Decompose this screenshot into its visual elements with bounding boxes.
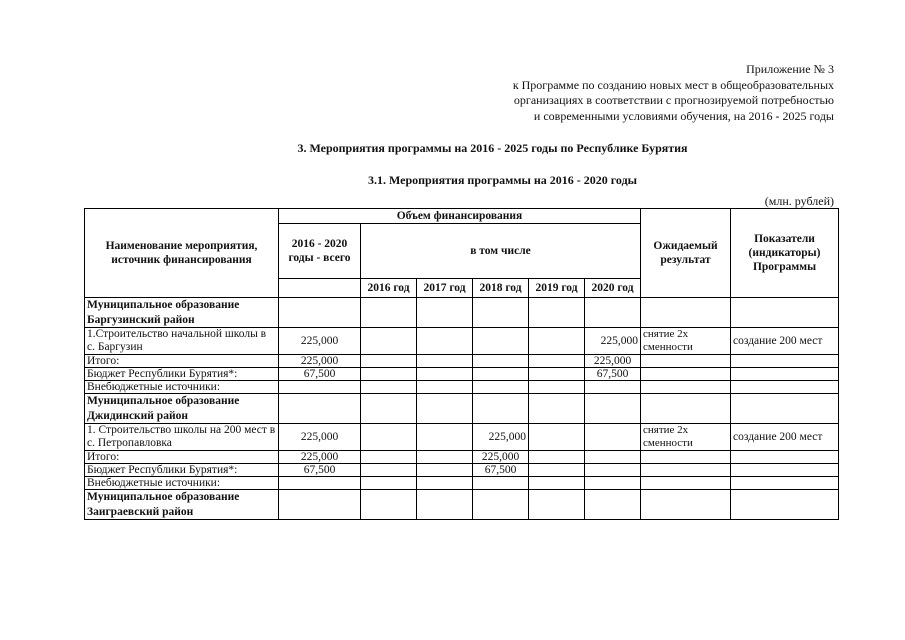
project-y2016 bbox=[361, 328, 417, 355]
header-year: 2020 год bbox=[585, 279, 641, 298]
appendix-line: организациях в соответствии с прогнозируемой потребностью bbox=[513, 93, 834, 107]
header-year: 2016 год bbox=[361, 279, 417, 298]
budget-row bbox=[85, 464, 839, 477]
budget-label: Бюджет Республики Бурятия*: bbox=[85, 368, 279, 381]
extra-label: Внебюджетные источники: bbox=[85, 477, 279, 490]
project-y2019 bbox=[529, 424, 585, 451]
header-year: 2019 год bbox=[529, 279, 585, 298]
budget-row bbox=[85, 368, 839, 381]
header-total: 2016 - 2020 годы - всего bbox=[279, 224, 361, 279]
project-result: снятие 2х сменности bbox=[641, 328, 731, 355]
section-title: Муниципальное образование Баргузинский район bbox=[85, 298, 279, 328]
header-including: в том числе bbox=[361, 224, 641, 279]
section-heading: 3.1. Мероприятия программы на 2016 - 2020 годы bbox=[367, 173, 638, 187]
units-label: (млн. рублей) bbox=[764, 194, 834, 208]
budget-total: 67,500 bbox=[279, 464, 361, 477]
itogo-label: Итого: bbox=[85, 355, 279, 368]
project-y2020 bbox=[585, 424, 641, 451]
extra-row bbox=[85, 477, 839, 490]
project-total: 225,000 bbox=[279, 424, 361, 451]
itogo-y2018: 225,000 bbox=[473, 451, 529, 464]
section-row bbox=[85, 490, 839, 520]
budget-y2020 bbox=[585, 464, 641, 477]
project-row bbox=[85, 424, 839, 451]
header-indicators: Показатели (индикаторы) Программы bbox=[731, 209, 839, 298]
project-y2020: 225,000 bbox=[585, 328, 641, 355]
extra-label: Внебюджетные источники: bbox=[85, 381, 279, 394]
itogo-total: 225,000 bbox=[279, 355, 361, 368]
project-indicator: создание 200 мест bbox=[731, 424, 839, 451]
header-year: 2018 год bbox=[473, 279, 529, 298]
project-y2018 bbox=[473, 328, 529, 355]
header-result: Ожидаемый результат bbox=[641, 209, 731, 298]
appendix-header bbox=[513, 62, 834, 124]
itogo-row bbox=[85, 355, 839, 368]
project-y2017 bbox=[417, 328, 473, 355]
project-result: снятие 2х сменности bbox=[641, 424, 731, 451]
program-table bbox=[84, 208, 839, 520]
appendix-line: и современными условиями обучения, на 2016 - 2025 годы bbox=[533, 108, 834, 123]
project-row bbox=[85, 328, 839, 355]
project-y2018: 225,000 bbox=[473, 424, 529, 451]
appendix-line: к Программе по созданию новых мест в общеобразовательных bbox=[512, 77, 834, 92]
document-heading: 3. Мероприятия программы на 2016 - 2025 годы по Республике Бурятия bbox=[297, 141, 688, 155]
section-row bbox=[85, 394, 839, 424]
extra-row bbox=[85, 381, 839, 394]
appendix-line: Приложение № 3 bbox=[746, 62, 834, 76]
itogo-y2018 bbox=[473, 355, 529, 368]
budget-label: Бюджет Республики Бурятия*: bbox=[85, 464, 279, 477]
budget-total: 67,500 bbox=[279, 368, 361, 381]
project-indicator: создание 200 мест bbox=[731, 328, 839, 355]
itogo-row bbox=[85, 451, 839, 464]
project-y2016 bbox=[361, 424, 417, 451]
section-title: Муниципальное образование Джидинский район bbox=[85, 394, 279, 424]
project-total: 225,000 bbox=[279, 328, 361, 355]
itogo-label: Итого: bbox=[85, 451, 279, 464]
header-name: Наименование мероприятия, источник финансирования bbox=[85, 209, 279, 298]
project-y2017 bbox=[417, 424, 473, 451]
project-name: 1. Строительство школы на 200 мест в с. Петропавловка bbox=[85, 424, 279, 451]
itogo-total: 225,000 bbox=[279, 451, 361, 464]
budget-y2020: 67,500 bbox=[585, 368, 641, 381]
itogo-y2020 bbox=[585, 451, 641, 464]
header-year: 2017 год bbox=[417, 279, 473, 298]
budget-y2018 bbox=[473, 368, 529, 381]
header-total-blank bbox=[279, 279, 361, 298]
budget-y2018: 67,500 bbox=[473, 464, 529, 477]
section-row bbox=[85, 298, 839, 328]
project-name: 1.Строительство начальной школы в с. Баргузин bbox=[85, 328, 279, 355]
project-y2019 bbox=[529, 328, 585, 355]
section-title: Муниципальное образование Заиграевский район bbox=[85, 490, 279, 520]
itogo-y2020: 225,000 bbox=[585, 355, 641, 368]
header-funding: Объем финансирования bbox=[279, 209, 641, 224]
